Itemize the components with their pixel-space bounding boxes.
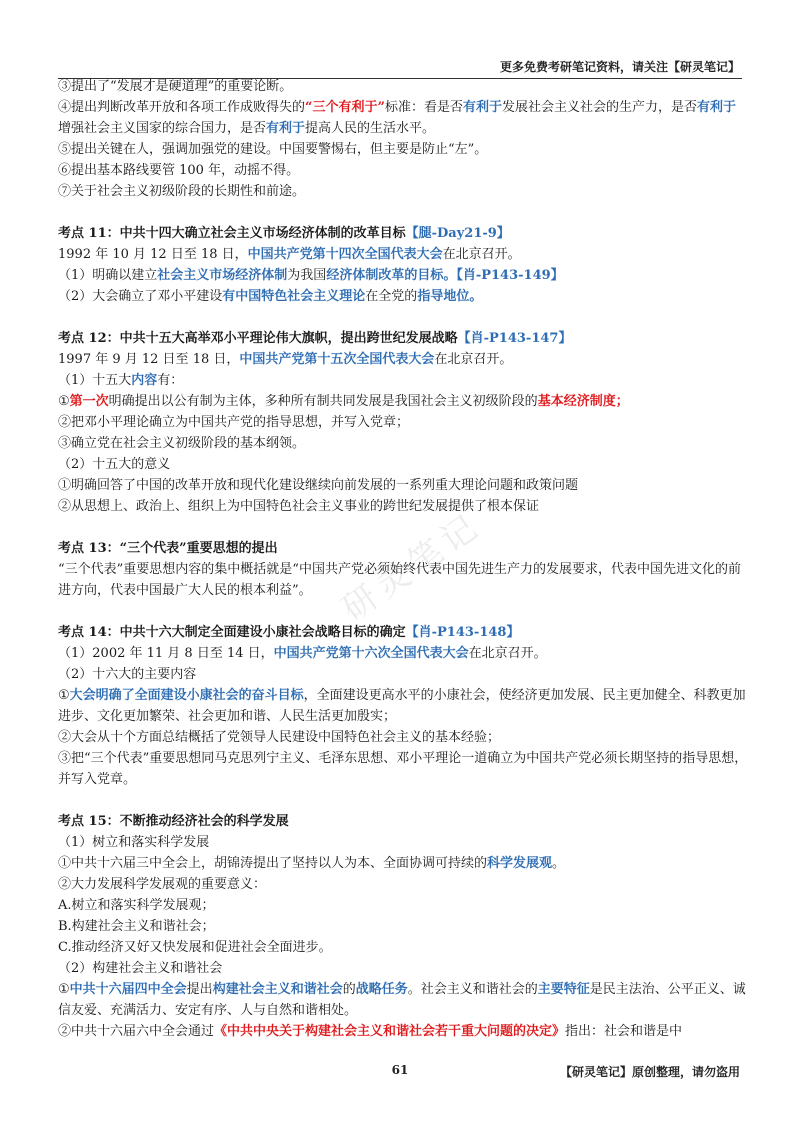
section-title: 考点 11：中共十四大确立社会主义市场经济体制的改革目标【腿-Day21-9】 xyxy=(58,226,510,241)
k12-line-1: 1997 年 9 月 12 日至 18 日，中国共产党第十五次全国代表大会在北京召开。 xyxy=(58,352,513,367)
section-title: 考点 12：中共十五大高举邓小平理论伟大旗帜，提出跨世纪发展战略【肖-P143-147】 xyxy=(58,331,572,346)
k11-line-2: （1）明确以建立社会主义市场经济体制为我国经济体制改革的目标。【肖-P143-149】 xyxy=(58,268,564,283)
reference-tag: 【腿-Day21-9】 xyxy=(405,226,510,241)
k11-line-3: （2）大会确立了邓小平建设有中国特色社会主义理论在全党的指导地位。 xyxy=(58,289,483,304)
intro-item-7: ⑦关于社会主义初级阶段的长期性和前途。 xyxy=(58,184,306,199)
k12-line-8: ②从思想上、政治上、组织上为中国特色社会主义事业的跨世纪发展提供了根本保证 xyxy=(58,499,540,514)
watermark-text: 研灵笔记 xyxy=(335,505,490,630)
k14-line-2: （2）十六大的主要内容 xyxy=(58,667,197,682)
reference-tag: 【肖-P143-147】 xyxy=(457,331,572,346)
intro-item-6: ⑥提出基本路线要管 100 年，动摇不得。 xyxy=(58,163,300,178)
k14-line-3: ①大会明确了全面建设小康社会的奋斗目标，全面建设更高水平的小康社会，使经济更加发展、民主更加健全、科教更加进步、文化更加繁荣、社会更加和谐、人民生活更加殷实； xyxy=(58,688,746,724)
k15-line-5: B.构建社会主义和谐社会； xyxy=(58,919,215,934)
k15-line-7: （2）构建社会主义和谐社会 xyxy=(58,961,223,976)
k14-line-1: （1）2002 年 11 月 8 日至 14 日，中国共产党第十六次全国代表大会在北京召开。 xyxy=(58,646,547,661)
k12-line-7: ①明确回答了中国的改革开放和现代化建设继续向前发展的一系列重大理论问题和政策问题 xyxy=(58,478,579,493)
k12-line-3: ①第一次明确提出以公有制为主体，多种所有制共同发展是我国社会主义初级阶段的基本经济制度； xyxy=(58,394,629,409)
reference-tag: 【肖-P143-148】 xyxy=(405,625,520,640)
k14-line-4: ②大会从十个方面总结概括了党领导人民建设中国特色社会主义的基本经验； xyxy=(58,730,501,745)
k11-line-1: 1992 年 10 月 12 日至 18 日，中国共产党第十四次全国代表大会在北京召开。 xyxy=(58,247,521,262)
section-k15 xyxy=(58,811,748,1042)
k15-line-2: ①中共十六届三中全会上，胡锦涛提出了坚持以人为本、全面协调可持续的科学发展观。 xyxy=(58,856,566,871)
k15-line-6: C.推动经济又好又快发展和促进社会全面进步。 xyxy=(58,940,332,955)
section-title: 考点 15：不断推动经济社会的科学发展 xyxy=(58,814,289,829)
k15-line-9: ②中共十六届六中全会通过《中共中央关于构建社会主义和谐社会若干重大问题的决定》指出：社会和谐是中 xyxy=(58,1024,683,1039)
k12-line-4: ②把邓小平理论确立为中国共产党的指导思想，并写入党章； xyxy=(58,415,410,430)
k13-body: “三个代表”重要思想内容的集中概括就是“中国共产党必须始终代表中国先进生产力的发展要求，代表中国先进文化的前进方向，代表中国最广大人民的根本利益”。 xyxy=(58,562,741,598)
k15-line-8: ①中共十六届四中全会提出构建社会主义和谐社会的战略任务。社会主义和谐社会的主要特征是民主法治、公平正义、诚信友爱、充满活力、安定有序、人与自然和谐相处。 xyxy=(58,982,746,1018)
section-k11 xyxy=(58,223,748,307)
footer-note: 【研灵笔记】原创整理，请勿盗用 xyxy=(559,1065,740,1079)
page-header: 更多免费考研笔记资料，请关注【研灵笔记】 xyxy=(499,60,740,74)
intro-item-3: ③提出了“发展才是硬道理”的重要论断。 xyxy=(58,79,293,94)
reference-tag: 【肖-P143-149】 xyxy=(456,268,564,283)
k14-line-5: ③把“三个代表”重要思想同马克思列宁主义、毛泽东思想、邓小平理论一道确立为中国共产党必须长期坚持的指导思想，并写入党章。 xyxy=(58,751,748,787)
k15-line-4: A.树立和落实科学发展观； xyxy=(58,898,215,913)
section-k12 xyxy=(58,328,748,517)
intro-section xyxy=(58,76,748,202)
page-number: 61 xyxy=(391,1063,409,1077)
k12-line-5: ③确立党在社会主义初级阶段的基本纲领。 xyxy=(58,436,306,451)
intro-item-4: ④提出判断改革开放和各项工作成败得失的“三个有利于”标准：看是否有利于发展社会主义社会的生产力，是否有利于增强社会主义国家的综合国力，是否有利于提高人民的生活水平。 xyxy=(58,100,737,136)
section-k13 xyxy=(58,538,748,601)
k12-line-2: （1）十五大内容有： xyxy=(58,373,184,388)
k15-line-3: ②大力发展科学发展观的重要意义： xyxy=(58,877,267,892)
section-title: 考点 14：中共十六大制定全面建设小康社会战略目标的确定【肖-P143-148】 xyxy=(58,625,520,640)
section-title: 考点 13：“三个代表”重要思想的提出 xyxy=(58,541,278,556)
intro-item-5: ⑤提出关键在人，强调加强党的建设。中国要警惕右，但主要是防止“左”。 xyxy=(58,142,488,157)
k12-line-6: （2）十五大的意义 xyxy=(58,457,171,472)
k15-line-1: （1）树立和落实科学发展 xyxy=(58,835,210,850)
document-body xyxy=(58,76,748,1042)
section-k14 xyxy=(58,622,748,790)
